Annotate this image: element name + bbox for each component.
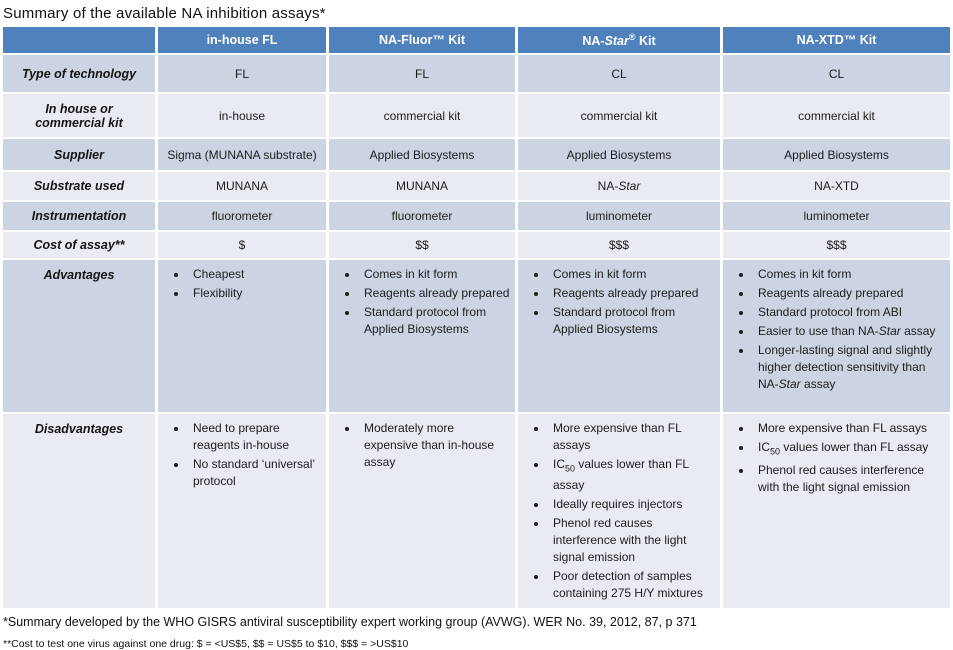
bullet-item: • No standard ‘universal’ protocol <box>188 456 322 490</box>
table-row <box>3 202 950 230</box>
table-cell: CL <box>723 55 950 92</box>
table-cell: luminometer <box>723 202 950 230</box>
table-row <box>3 172 950 200</box>
bullet-item: • Comes in kit form <box>359 266 511 283</box>
row-label: Disadvantages <box>3 414 155 608</box>
table-cell: NA-Star <box>518 172 720 200</box>
table-cell: $$$ <box>518 232 720 258</box>
table-cell: $$$ <box>723 232 950 258</box>
bullet-item: • Need to prepare reagents in-house <box>188 420 322 454</box>
table-cell: in-house <box>158 94 326 137</box>
table-cell: fluorometer <box>329 202 515 230</box>
table-cell <box>518 260 720 412</box>
table-cell: Applied Biosystems <box>723 139 950 170</box>
bullet-item: • More expensive than FL assays <box>548 420 716 454</box>
table-cell: commercial kit <box>329 94 515 137</box>
table-cell <box>158 260 326 412</box>
table-header <box>3 27 950 53</box>
table-cell <box>329 414 515 608</box>
bullet-item: • Moderately more expensive than in-house assay <box>359 420 511 471</box>
table-cell: luminometer <box>518 202 720 230</box>
bullet-list <box>731 266 946 393</box>
table-cell <box>518 414 720 608</box>
column-header-1: in-house FL <box>158 27 326 53</box>
table-row <box>3 414 950 608</box>
table-body <box>3 55 950 608</box>
table-cell <box>723 414 950 608</box>
bullet-list <box>337 266 511 338</box>
row-label: Instrumentation <box>3 202 155 230</box>
table-cell <box>723 260 950 412</box>
bullet-item: • Standard protocol from Applied Biosystems <box>548 304 716 338</box>
row-label: In house or commercial kit <box>3 94 155 137</box>
bullet-item: • Reagents already prepared <box>359 285 511 302</box>
column-header-4: NA-XTD™ Kit <box>723 27 950 53</box>
bullet-item: • Phenol red causes interference with the light signal emission <box>753 462 946 496</box>
table-cell: Applied Biosystems <box>329 139 515 170</box>
column-header-3: NA-Star® Kit <box>518 27 720 53</box>
footnote-cost: **Cost to test one virus against one drug: $ = <US$5, $$ = US$5 to $10, $$$ = >US$10 <box>3 638 409 650</box>
table-cell: $$ <box>329 232 515 258</box>
bullet-list <box>166 420 322 490</box>
table-cell: $ <box>158 232 326 258</box>
bullet-item: • Flexibility <box>188 285 322 302</box>
bullet-list <box>166 266 322 302</box>
bullet-item: • $IC_{50}$ values lower than FL assay <box>548 456 716 494</box>
table-cell: NA-XTD <box>723 172 950 200</box>
bullet-item: • Phenol red causes interference with the light signal emission <box>548 515 716 566</box>
table-cell: fluorometer <box>158 202 326 230</box>
table-cell <box>329 260 515 412</box>
bullet-item: • Standard protocol from Applied Biosystems <box>359 304 511 338</box>
row-label: Substrate used <box>3 172 155 200</box>
bullet-item: • Poor detection of samples containing 275 H/Y mixtures <box>548 568 716 602</box>
bullet-list <box>731 420 946 496</box>
bullet-list <box>526 420 716 602</box>
bullet-item: • Comes in kit form <box>753 266 946 283</box>
table-row <box>3 139 950 170</box>
row-label: Supplier <box>3 139 155 170</box>
table-cell: FL <box>158 55 326 92</box>
table-row <box>3 232 950 258</box>
table-cell: MUNANA <box>158 172 326 200</box>
bullet-item: • Longer-lasting signal and slightly higher detection sensitivity than NA-Star assay <box>753 342 946 393</box>
bullet-item: • Standard protocol from ABI <box>753 304 946 321</box>
table-cell: commercial kit <box>518 94 720 137</box>
bullet-item: • Reagents already prepared <box>548 285 716 302</box>
table-cell: Sigma (MUNANA substrate) <box>158 139 326 170</box>
page-title: Summary of the available NA inhibition assays* <box>3 5 326 22</box>
assay-comparison-table <box>0 25 953 610</box>
header-row <box>3 27 950 53</box>
bullet-item: • Easier to use than NA-Star assay <box>753 323 946 340</box>
bullet-item: • Comes in kit form <box>548 266 716 283</box>
table-row <box>3 94 950 137</box>
table-cell: MUNANA <box>329 172 515 200</box>
bullet-list <box>526 266 716 338</box>
table-cell: CL <box>518 55 720 92</box>
table-row <box>3 55 950 92</box>
footnote-summary: *Summary developed by the WHO GISRS antiviral susceptibility expert working group (AVWG). WER No. 39, 2012, 87, p 371 <box>3 615 697 630</box>
table-row <box>3 260 950 412</box>
bullet-list <box>337 420 511 471</box>
bullet-item: • Ideally requires injectors <box>548 496 716 513</box>
row-label: Type of technology <box>3 55 155 92</box>
table-cell: Applied Biosystems <box>518 139 720 170</box>
bullet-item: • $IC_{50}$ values lower than FL assay <box>753 439 946 460</box>
row-label: Cost of assay** <box>3 232 155 258</box>
table-cell <box>158 414 326 608</box>
row-label: Advantages <box>3 260 155 412</box>
column-header-2: NA-Fluor™ Kit <box>329 27 515 53</box>
bullet-item: • More expensive than FL assays <box>753 420 946 437</box>
bullet-item: • Cheapest <box>188 266 322 283</box>
corner-cell <box>3 27 155 53</box>
bullet-item: • Reagents already prepared <box>753 285 946 302</box>
table-cell: commercial kit <box>723 94 950 137</box>
table-cell: FL <box>329 55 515 92</box>
